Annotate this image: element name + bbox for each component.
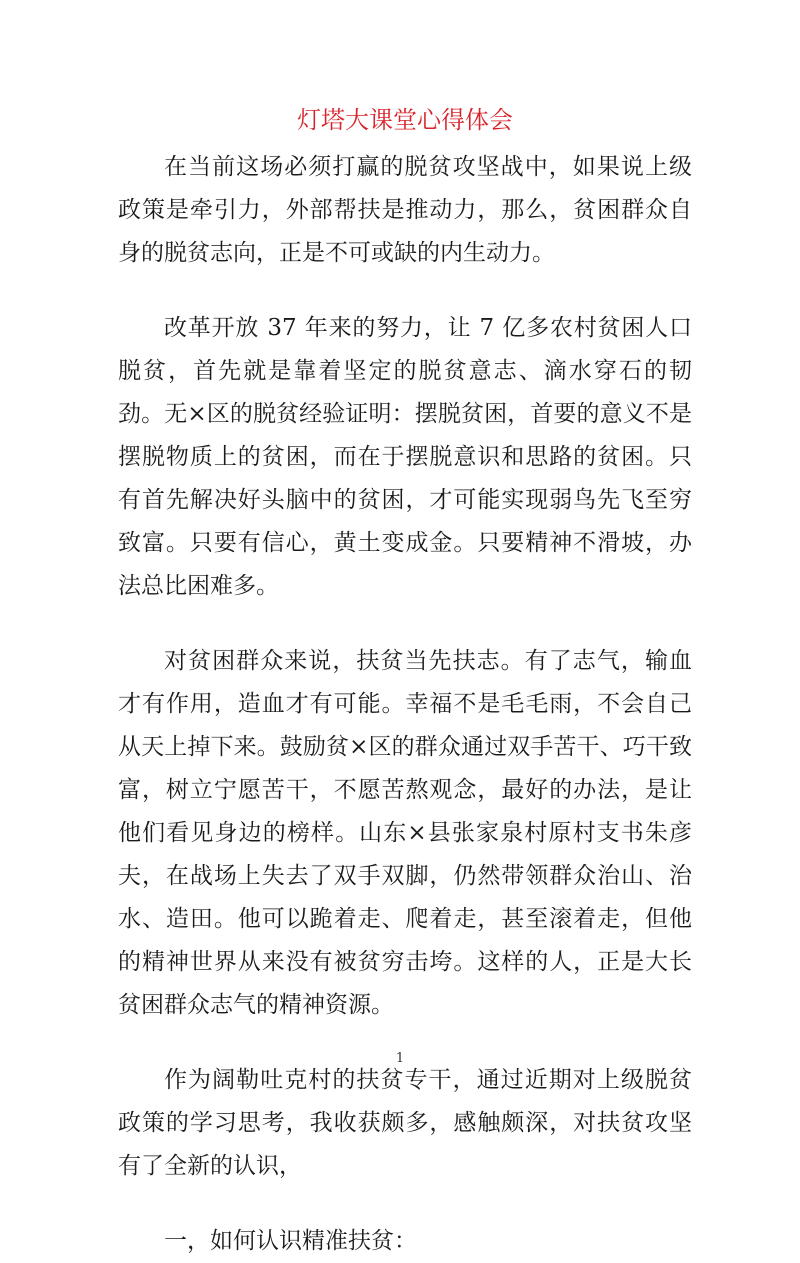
document-title: 灯塔大课堂心得体会 — [297, 106, 513, 134]
paragraph-2: 改革开放 37 年来的努力，让 7 亿多农村贫困人口脱贫，首先就是靠着坚定的脱贫意志、滴水穿石的韧劲。无×区的脱贫经验证明：摆脱贫困，首要的意义不是摆脱物质上的贫困，而在于摆脱意识和思路的贫困。只有首先解决好头脑中的贫困，才可能实现弱鸟先飞至穷致富。只要有信心，黄土变成金。只要精神不滑坡，办法总比困难多。 — [118, 315, 692, 599]
paragraph-4: 作为阔勒吐克村的扶贫专干，通过近期对上级脱贫政策的学习思考，我收获颇多，感触颇深，对扶贫攻坚有了全新的认识， — [118, 1067, 692, 1179]
paragraph-3: 对贫困群众来说，扶贫当先扶志。有了志气，输血才有作用，造血才有可能。幸福不是毛毛雨，不会自己从天上掉下来。鼓励贫×区的群众通过双手苦干、巧干致富，树立宁愿苦干，不愿苦熬观念，最好的办法，是让他们看见身边的榜样。山东×县张家泉村原村支书朱彦夫，在战场上失去了双手双脚，仍然带领群众治山、治水、造田。他可以跪着走、爬着走，甚至滚着走，但他的精神世界从来没有被贫穷击垮。这样的人，正是大长贫困群众志气的精神资源。 — [118, 648, 692, 1018]
page-number: 1 — [395, 1051, 405, 1066]
section-heading: 一，如何认识精准扶贫： — [164, 1228, 417, 1254]
paragraph-1: 在当前这场必须打赢的脱贫攻坚战中，如果说上级政策是牵引力，外部帮扶是推动力，那么，贫困群众自身的脱贫志向，正是不可或缺的内生动力。 — [118, 154, 692, 266]
